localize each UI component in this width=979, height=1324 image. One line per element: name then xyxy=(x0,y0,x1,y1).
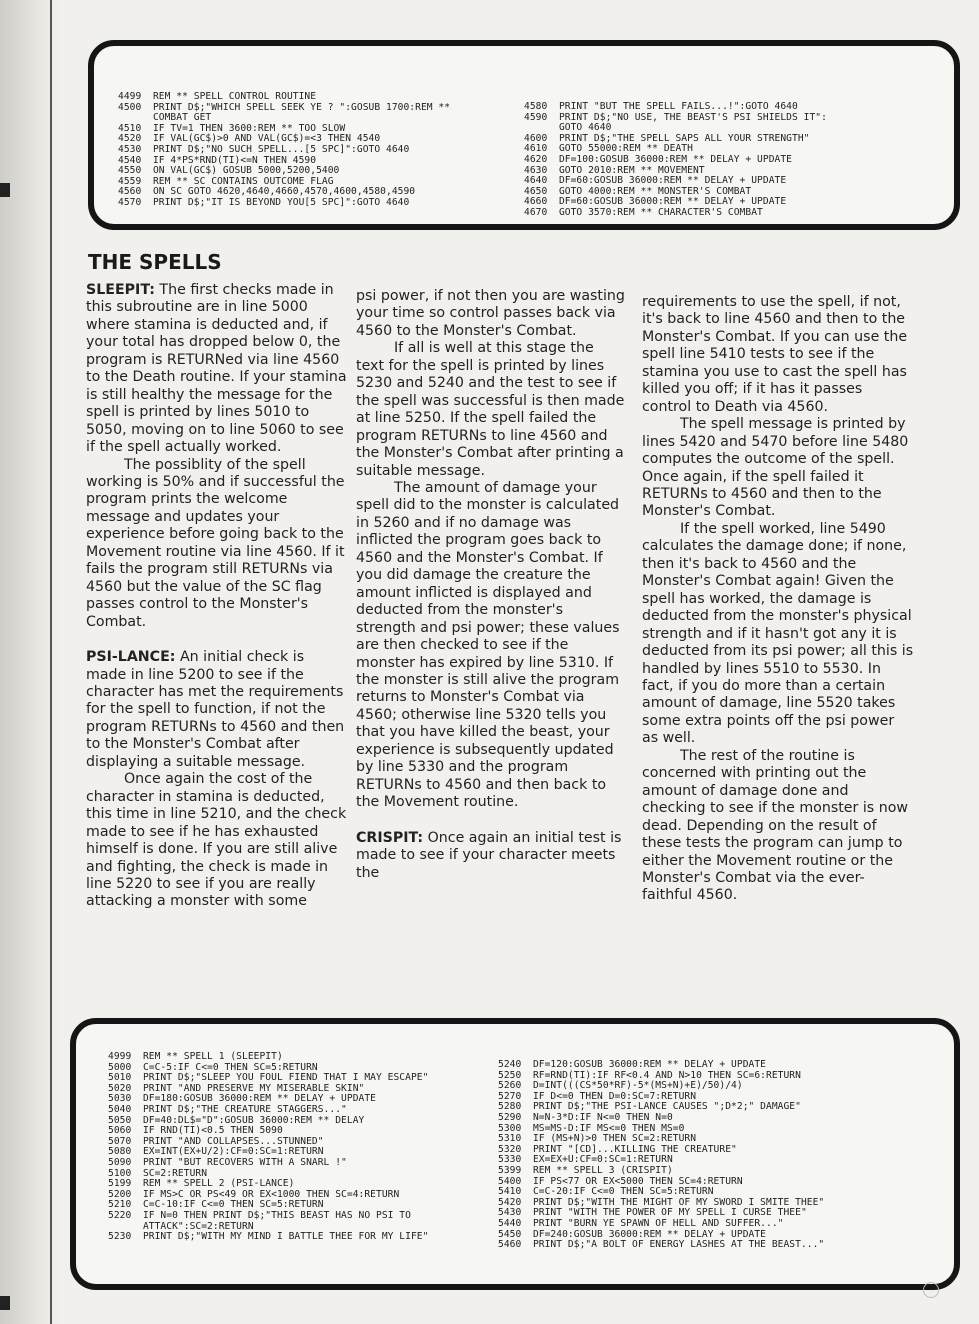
code-line: 4520 IF VAL(GC$)>0 AND VAL(GC$)=<3 THEN 4540 xyxy=(118,133,381,145)
keyword-sleepit: SLEEPIT: xyxy=(86,282,155,298)
code-line: 5280 PRINT D$;"THE PSI-LANCE CAUSES ";D*2;" DAMAGE" xyxy=(498,1101,801,1113)
code-line: 5410 C=C-20:IF C<=0 THEN SC=5:RETURN xyxy=(498,1186,714,1198)
paragraph: Once again the cost of the character in stamina is deducted, this time in line 5210, and the check made to see if he has exhausted himself is done. If you are still alive and fighting, the check is made in line 5220 to see if you are really attacking a monster with some xyxy=(86,771,347,910)
code-line: 5450 DF=240:GOSUB 36000:REM ** DELAY + UPDATE xyxy=(498,1228,766,1240)
paragraph: requirements to use the spell, if not, it's back to line 4560 and then to the Monster's Combat. If you can use the spell line 5410 tests to see if the stamina you use to cast the spell has killed you off; if it has it passes control to Death via 4560. xyxy=(642,294,908,415)
code-line: 5310 IF (MS+N)>0 THEN SC=2:RETURN xyxy=(498,1133,697,1145)
code-line: 5420 PRINT D$;"WITH THE MIGHT OF MY SWORD I SMITE THEE" xyxy=(498,1196,825,1208)
code-line: 4580 PRINT "BUT THE SPELL FAILS...!":GOTO 4640 xyxy=(524,101,798,112)
code-line: 4499 REM ** SPELL CONTROL ROUTINE xyxy=(118,91,317,102)
code-line: 5399 REM ** SPELL 3 (CRISPIT) xyxy=(498,1164,673,1176)
paragraph: The spell message is printed by lines 5420 and 5470 before line 5480 computes the outcome of the spell. Once again, if the spell failed it RETURNs to 4560 and then to the Monster's Combat. xyxy=(642,416,909,520)
code-line: 4570 PRINT D$;"IT IS BEYOND YOU[5 SPC]":GOTO 4640 xyxy=(118,196,410,208)
code-line: GOTO 4640 xyxy=(524,122,612,134)
binding-edge-line xyxy=(50,0,52,1324)
code-line: 4630 GOTO 2010:REM ** MOVEMENT xyxy=(524,164,705,176)
code-line: 5210 C=C-10:IF C<=0 THEN SC=5:RETURN xyxy=(108,1199,324,1211)
code-line: 4640 DF=60:GOSUB 36000:REM ** DELAY + UPDATE xyxy=(524,175,787,187)
code-line: 4999 REM ** SPELL 1 (SLEEPIT) xyxy=(108,1051,283,1062)
code-line: 5010 PRINT D$;"SLEEP YOU FOUL FIEND THAT I MAY ESCAPE" xyxy=(108,1072,429,1084)
paragraph: If the spell worked, line 5490 calculates the damage done; if none, then it's back to 4560 and the Monster's Combat again! Given the spell has worked, the damage is deducted from the monster's physical strength and if it hasn't got any it is deducted from its psi power; all this is handled by lines 5510 to 5530. In fact, if you do more than a certain amount of damage, line 5520 takes some extra points off the psi power as well. xyxy=(642,520,914,747)
code-line: 4559 REM ** SC CONTAINS OUTCOME FLAG xyxy=(118,175,334,187)
paragraph-text: An initial check is made in line 5200 to see if the character has met the requirements for the spell to function, if not the program RETURNs to 4560 and then to the Monster's Combat after displaying a suitable message. xyxy=(86,649,345,770)
code-line: 5060 IF RND(TI)<0.5 THEN 5090 xyxy=(108,1125,283,1137)
code-line: 5030 DF=180:GOSUB 36000:REM ** DELAY + UPDATE xyxy=(108,1093,376,1105)
listing-top-left-column xyxy=(118,92,450,209)
code-line: 5230 PRINT D$;"WITH MY MIND I BATTLE THEE FOR MY LIFE" xyxy=(108,1231,429,1243)
listing-box-bottom xyxy=(70,1018,960,1290)
paragraph-sleepit xyxy=(86,282,348,457)
code-line: ATTACK":SC=2:RETURN xyxy=(108,1220,254,1232)
code-line: 5250 RF=RND(TI):IF RF<0.4 AND N>10 THEN SC=6:RETURN xyxy=(498,1069,801,1081)
listing-box-top xyxy=(88,40,960,230)
code-line: 4610 GOTO 55000:REM ** DEATH xyxy=(524,143,693,155)
code-line: 5080 EX=INT(EX+U/2):CF=0:SC=1:RETURN xyxy=(108,1146,324,1158)
paragraph-text: Once again an initial test is made to see if your character meets the xyxy=(356,829,622,881)
code-line: 5040 PRINT D$;"THE CREATURE STAGGERS..." xyxy=(108,1103,347,1115)
code-line: 4560 ON SC GOTO 4620,4640,4660,4570,4600,4580,4590 xyxy=(118,186,416,198)
listing-bottom-left-column xyxy=(108,1052,428,1243)
code-line: 4620 DF=100:GOSUB 36000:REM ** DELAY + UPDATE xyxy=(524,153,792,165)
code-line: 4500 PRINT D$;"WHICH SPELL SEEK YE ? ":GOSUB 1700:REM ** xyxy=(118,101,451,113)
code-line: 5199 REM ** SPELL 2 (PSI-LANCE) xyxy=(108,1178,295,1190)
code-line: 4670 GOTO 3570:REM ** CHARACTER'S COMBAT xyxy=(524,206,763,218)
code-line: 5220 IF N=0 THEN PRINT D$;"THIS BEAST HAS NO PSI TO xyxy=(108,1209,411,1221)
paragraph-crispit xyxy=(356,830,626,882)
keyword-crispit: CRISPIT: xyxy=(356,829,424,846)
code-line: 4540 IF 4*PS*RND(TI)<=N THEN 4590 xyxy=(118,154,317,166)
paragraph: psi power, if not then you are wasting your time so control passes back via 4560 to the Monster's Combat. xyxy=(356,288,625,339)
code-line: 4590 PRINT D$;"NO USE, THE BEAST'S PSI SHIELDS IT": xyxy=(524,111,827,123)
code-line: 5070 PRINT "AND COLLAPSES...STUNNED" xyxy=(108,1135,324,1147)
paragraph: The possiblity of the spell working is 50% and if successful the program prints the welcome message and updates your experience before going back to the Movement routine via line 4560. If it fails the program still RETURNs via 4560 but the value of the SC flag passes control to the Monster's Combat. xyxy=(86,456,345,630)
code-line: 5240 DF=120:GOSUB 36000:REM ** DELAY + UPDATE xyxy=(498,1059,766,1070)
code-line: 5400 IF PS<77 OR EX<5000 THEN SC=4:RETURN xyxy=(498,1175,743,1187)
binding-mark xyxy=(0,183,10,197)
keyword-psi-lance: PSI-LANCE: xyxy=(86,649,176,666)
paragraph: The rest of the routine is concerned with printing out the amount of damage done and checking to see if the monster is now dead. Depending on the result of these tests the program can jump to either the Movement routine or the Monster's Combat via the ever-faithful 4560. xyxy=(642,747,908,904)
code-line: 5320 PRINT "[CD]...KILLING THE CREATURE" xyxy=(498,1143,737,1155)
text-column-3 xyxy=(642,294,914,905)
code-line: 5290 N=N-3*D:IF N<=0 THEN N=0 xyxy=(498,1111,673,1123)
code-line: 5270 IF D<=0 THEN D=0:SC=7:RETURN xyxy=(498,1090,697,1102)
code-line: 4510 IF TV=1 THEN 3600:REM ** TOO SLOW xyxy=(118,122,346,134)
code-line: 5050 DF=40:DL$="D":GOSUB 36000:REM ** DELAY xyxy=(108,1114,365,1126)
paragraph-psi-lance xyxy=(86,649,348,771)
code-line: 5090 PRINT "BUT RECOVERS WITH A SNARL !" xyxy=(108,1156,347,1168)
code-line: 4530 PRINT D$;"NO SUCH SPELL...[5 SPC]":GOTO 4640 xyxy=(118,143,410,155)
listing-bottom-right-column xyxy=(498,1060,824,1251)
paragraph-text: The first checks made in this subroutine are in line 5000 where stamina is deducted and, if your total has dropped below 0, the program is RETURNed via line 4560 to the Death routine. If your stamina is still healthy the message for the spell is printed by lines 5010 to 5050, moving on to line 5060 to see if the spell actually worked. xyxy=(86,282,347,456)
paragraph: The amount of damage your spell did to the monster is calculated in 5260 and if no damage was inflicted the program goes back to 4560 and the Monster's Combat. If you did damage the creature the amount inflicted is displayed and deducted from the monster's strength and psi power; these values are then checked to see if the monster has expired by line 5310. If the monster is still alive the program returns to Monster's Combat via 4560; otherwise line 5320 tells you that you have killed the beast, your experience is subsequently updated by line 5330 and the program RETURNs to 4560 and then back to the Movement routine. xyxy=(356,479,620,811)
code-line: 4660 DF=60:GOSUB 36000:REM ** DELAY + UPDATE xyxy=(524,196,787,208)
code-line: 5100 SC=2:RETURN xyxy=(108,1167,208,1179)
code-line: 5440 PRINT "BURN YE SPAWN OF HELL AND SUFFER..." xyxy=(498,1217,784,1229)
code-line: 4650 GOTO 4000:REM ** MONSTER'S COMBAT xyxy=(524,185,752,197)
code-line: 5330 EX=EX+U:CF=0:SC=1:RETURN xyxy=(498,1154,673,1166)
code-line: 5300 MS=MS-D:IF MS<=0 THEN MS=0 xyxy=(498,1122,685,1134)
code-line: 5000 C=C-5:IF C<=0 THEN SC=5:RETURN xyxy=(108,1061,318,1073)
text-column-1 xyxy=(86,282,348,911)
page-corner-mark xyxy=(923,1282,939,1298)
text-column-2 xyxy=(356,288,626,882)
code-line: 5200 IF MS>C OR PS<49 OR EX<1000 THEN SC=4:RETURN xyxy=(108,1188,400,1200)
code-line: 5260 D=INT(((CS*50*RF)-5*(MS+N)+E)/50)/4) xyxy=(498,1080,743,1092)
binding-mark xyxy=(0,1296,10,1310)
code-line: 4550 ON VAL(GC$) GOSUB 5000,5200,5400 xyxy=(118,165,340,177)
code-line: 5020 PRINT "AND PRESERVE MY MISERABLE SKIN" xyxy=(108,1082,365,1094)
paragraph: If all is well at this stage the text for the spell is printed by lines 5230 and 5240 and the test to see if the spell was successful is then made at line 5250. If the spell failed the program RETURNs to line 4560 and the Monster's Combat after printing a suitable message. xyxy=(356,340,625,479)
code-line: 5430 PRINT "WITH THE POWER OF MY SPELL I CURSE THEE" xyxy=(498,1207,807,1219)
listing-top-right-column xyxy=(524,102,827,219)
code-line: COMBAT GET xyxy=(118,112,212,124)
code-line: 4600 PRINT D$;"THE SPELL SAPS ALL YOUR STRENGTH" xyxy=(524,132,810,144)
section-title: THE SPELLS xyxy=(88,250,222,274)
code-line: 5460 PRINT D$;"A BOLT OF ENERGY LASHES AT THE BEAST..." xyxy=(498,1239,825,1251)
